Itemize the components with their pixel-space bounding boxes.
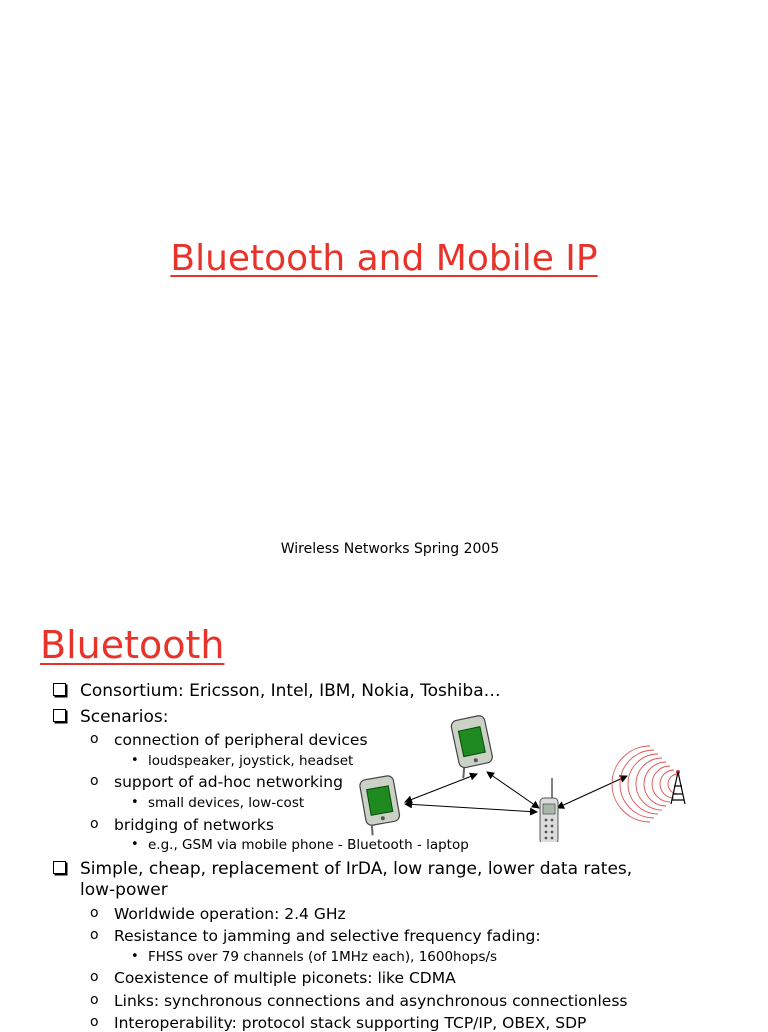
bullet-level3: • loudspeaker, joystick, headset xyxy=(131,753,354,769)
circle-bullet-icon: o xyxy=(90,992,99,1008)
pda-icon xyxy=(359,775,402,836)
bullet-level1: Consortium: Ericsson, Intel, IBM, Nokia, Toshiba… xyxy=(80,681,501,701)
square-bullet-icon xyxy=(53,709,66,722)
square-bullet-icon xyxy=(53,683,66,696)
bluetooth-scenario-diagram xyxy=(355,712,700,842)
circle-bullet-icon: o xyxy=(90,969,99,985)
slide-title: Bluetooth and Mobile IP xyxy=(170,238,598,279)
circle-bullet-icon: o xyxy=(90,773,99,789)
bullet-level1-continuation: low-power xyxy=(80,880,168,900)
bullet-level3: • small devices, low-cost xyxy=(131,795,305,811)
mobile-phone-icon xyxy=(540,778,558,842)
link-arrow xyxy=(487,772,539,808)
circle-bullet-icon: o xyxy=(90,731,99,747)
bullet-level2: o support of ad-hoc networking xyxy=(90,773,343,791)
bullet-level2: o Links: synchronous connections and asynchronous connectionless xyxy=(90,992,628,1010)
dot-bullet-icon: • xyxy=(131,949,139,964)
bullet-level3: • FHSS over 79 channels (of 1MHz each), 1600hops/s xyxy=(131,949,498,965)
radio-tower-icon xyxy=(612,746,685,822)
bullet-level1: Scenarios: xyxy=(80,707,169,727)
bullet-level1: Simple, cheap, replacement of IrDA, low range, lower data rates, xyxy=(80,859,632,879)
link-arrow xyxy=(405,774,477,802)
pda-icon xyxy=(450,715,495,779)
bullet-level2: o Interoperability: protocol stack supporting TCP/IP, OBEX, SDP xyxy=(90,1014,587,1032)
square-bullet-icon xyxy=(53,861,66,874)
circle-bullet-icon: o xyxy=(90,905,99,921)
bullet-level2: o Coexistence of multiple piconets: like CDMA xyxy=(90,969,456,987)
link-arrow xyxy=(405,804,537,812)
bullet-level2: o bridging of networks xyxy=(90,816,274,834)
bullet-level2: o Worldwide operation: 2.4 GHz xyxy=(90,905,346,923)
bullet-level2: o connection of peripheral devices xyxy=(90,731,368,749)
circle-bullet-icon: o xyxy=(90,927,99,943)
circle-bullet-icon: o xyxy=(90,1014,99,1030)
link-arrow xyxy=(557,776,627,808)
slide-heading: Bluetooth xyxy=(40,623,225,667)
bullet-level2: o Resistance to jamming and selective frequency fading: xyxy=(90,927,541,945)
bullet-level3: • e.g., GSM via mobile phone - Bluetooth - laptop xyxy=(131,837,469,853)
dot-bullet-icon: • xyxy=(131,753,139,768)
dot-bullet-icon: • xyxy=(131,837,139,852)
circle-bullet-icon: o xyxy=(90,816,99,832)
dot-bullet-icon: • xyxy=(131,795,139,810)
slide-footer: Wireless Networks Spring 2005 xyxy=(280,541,500,557)
